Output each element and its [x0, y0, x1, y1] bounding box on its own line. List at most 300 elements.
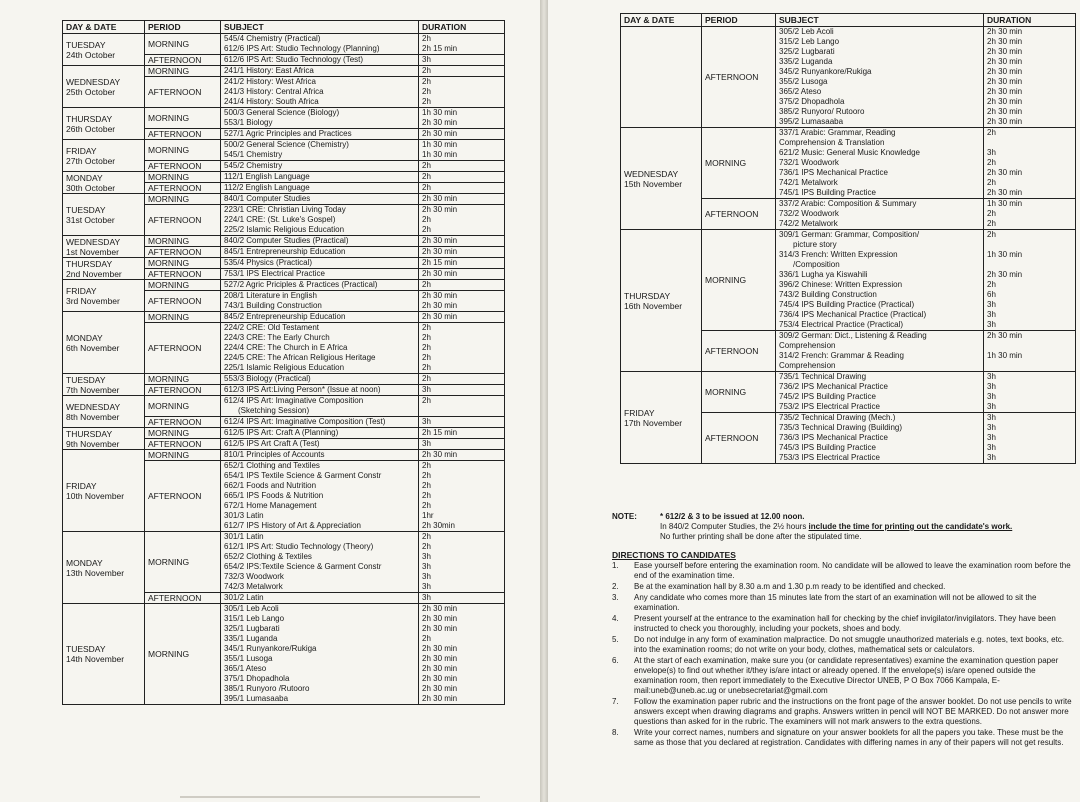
duration-line: 1h 30 min	[422, 150, 458, 159]
period-cell: MORNING	[145, 450, 221, 461]
subject-cell	[221, 55, 419, 66]
duration-cell	[419, 77, 505, 108]
direction-number: 1.	[612, 561, 619, 570]
subject-line: Comprehension & Translation	[779, 138, 885, 147]
duration-line	[987, 138, 1072, 148]
subject-cell	[221, 312, 419, 323]
subject-line: 845/2 Entrepreneurship Education	[224, 312, 346, 321]
date-label: 27th October	[66, 155, 116, 166]
duration-line: 2h	[422, 481, 431, 490]
period-cell: MORNING	[702, 128, 776, 199]
subject-line: 545/4 Chemistry (Practical)	[224, 34, 321, 43]
subject-line: 742/1 Metalwork	[779, 178, 838, 187]
duration-cell	[419, 183, 505, 194]
duration-line: 2h	[422, 183, 431, 192]
subject-line: 315/1 Leb Lango	[224, 614, 285, 623]
subject-cell	[221, 417, 419, 428]
duration-cell	[419, 55, 505, 66]
duration-line: 2h 30 min	[987, 188, 1023, 197]
period-cell: MORNING	[145, 532, 221, 593]
subject-cell	[776, 413, 984, 464]
subject-line: 735/1 Technical Drawing	[779, 372, 867, 381]
duration-cell	[419, 108, 505, 129]
day-name: WEDNESDAY	[66, 401, 121, 412]
duration-line: 3h	[987, 300, 996, 309]
day-name: MONDAY	[66, 332, 103, 343]
duration-line: 2h 30 min	[987, 47, 1023, 56]
direction-item	[612, 656, 1078, 696]
subject-line: 612/6 IPS Art: Studio Technology (Planning)	[224, 44, 380, 53]
direction-item	[612, 635, 1078, 655]
duration-cell	[419, 532, 505, 593]
subject-cell	[221, 291, 419, 312]
subject-line: 810/1 Principles of Accounts	[224, 450, 325, 459]
duration-line: 2h	[422, 363, 431, 372]
note-line-2a: In 840/2 Computer Studies, the 2½ hours	[660, 522, 807, 531]
duration-line: 2h 30 min	[422, 644, 458, 653]
left-timetable-body	[63, 34, 505, 705]
day-name: TUESDAY	[66, 39, 106, 50]
date-label: 10th November	[66, 490, 125, 501]
subject-line: 745/1 IPS Building Practice	[779, 188, 876, 197]
duration-line: 2h	[422, 280, 431, 289]
subject-line: Comprehension	[779, 361, 836, 370]
timetable-row	[621, 372, 1076, 413]
period-cell: AFTERNOON	[145, 205, 221, 236]
duration-line	[987, 361, 1072, 371]
timetable-row	[63, 108, 505, 129]
subject-line: 612/3 IPS Art:Living Person* (Issue at noon)	[224, 385, 381, 394]
notes-section	[612, 512, 1078, 748]
duration-cell	[419, 258, 505, 269]
duration-line: 2h 30 min	[987, 331, 1023, 340]
subject-line: 395/1 Lumasaaba	[224, 694, 289, 703]
duration-cell	[419, 34, 505, 55]
duration-line: 1h 30 min	[987, 250, 1023, 259]
day-date-cell	[63, 532, 145, 604]
subject-cell	[221, 374, 419, 385]
duration-line: 2h 30 min	[987, 97, 1023, 106]
duration-cell	[419, 140, 505, 161]
period-cell: MORNING	[145, 258, 221, 269]
subject-line: 745/3 IPS Building Practice	[779, 443, 876, 452]
duration-line: 3h	[422, 562, 431, 571]
duration-line: 2h 30 min	[422, 312, 458, 321]
duration-line: 2h	[422, 396, 431, 405]
direction-number: 4.	[612, 614, 619, 623]
duration-line: 2h	[422, 215, 431, 224]
day-name: MONDAY	[66, 172, 103, 183]
timetable-row	[63, 258, 505, 269]
duration-line: 2h 30 min	[422, 269, 458, 278]
duration-cell	[419, 428, 505, 439]
day-name: WEDNESDAY	[66, 76, 121, 87]
subject-line: 301/3 Latin	[224, 511, 264, 520]
direction-text: Do not indulge in any form of examination malpractice. Do not smuggle unauthorized materials e.g. notes, text books, etc. into the examination rooms; do not write on your body, clothes, mathematical sets or calculators.	[634, 635, 1065, 654]
subject-line: Comprehension	[779, 341, 836, 350]
duration-line: 3h	[987, 402, 996, 411]
direction-item	[612, 582, 1078, 592]
duration-line: 2h	[422, 225, 431, 234]
direction-item	[612, 614, 1078, 634]
duration-line: 2h	[987, 128, 996, 137]
timetable-row	[63, 312, 505, 323]
subject-line: picture story	[793, 240, 837, 249]
subject-line: 336/1 Lugha ya Kiswahili	[779, 270, 868, 279]
timetable-row	[63, 194, 505, 205]
subject-line: 742/3 Metalwork	[224, 582, 283, 591]
timetable-row	[63, 532, 505, 593]
duration-line: 2h	[987, 280, 996, 289]
duration-line: 3h	[987, 443, 996, 452]
direction-text: Ease yourself before entering the examination room. No candidate will be allowed to leave the examination room before the end of the examination time.	[634, 561, 1071, 580]
subject-line: 224/3 CRE: The Early Church	[224, 333, 330, 342]
day-name: FRIDAY	[66, 285, 97, 296]
duration-cell	[419, 172, 505, 183]
duration-line: 2h 30 min	[422, 291, 458, 300]
duration-line: 2h 30 min	[987, 37, 1023, 46]
duration-line: 3h	[422, 593, 431, 602]
subject-line: 535/4 Physics (Practical)	[224, 258, 313, 267]
day-date-cell	[63, 172, 145, 194]
period-cell: AFTERNOON	[145, 77, 221, 108]
duration-cell	[419, 396, 505, 417]
directions-title: DIRECTIONS TO CANDIDATES	[612, 550, 736, 560]
duration-cell	[419, 312, 505, 323]
day-name: THURSDAY	[66, 258, 113, 269]
period-cell: AFTERNOON	[702, 199, 776, 230]
day-date-cell	[63, 108, 145, 140]
subject-line: 309/1 German: Grammar, Composition/	[779, 230, 920, 239]
subject-line: 743/1 Building Construction	[224, 301, 322, 310]
day-date-cell	[63, 140, 145, 172]
day-name: THURSDAY	[624, 290, 671, 301]
duration-line: 2h 30 min	[422, 247, 458, 256]
subject-cell	[221, 396, 419, 417]
duration-line: 3h	[987, 372, 996, 381]
duration-cell	[419, 269, 505, 280]
direction-text: Present yourself at the entrance to the examination hall for checking by the chief invigilator/invigilators. They have been instructed to check you thoroughly, including your pockets, shoes and body.	[634, 614, 1056, 633]
header-subject: SUBJECT	[776, 14, 984, 27]
note-block	[612, 512, 1078, 542]
subject-line: 736/1 IPS Mechanical Practice	[779, 168, 888, 177]
subject-line: 612/6 IPS Art: Studio Technology (Test)	[224, 55, 364, 64]
duration-line	[987, 260, 1072, 270]
duration-line	[422, 406, 501, 416]
subject-line: 654/1 IPS Textile Science & Garment Constr	[224, 471, 382, 480]
subject-line: 325/2 Lugbarati	[779, 47, 835, 56]
day-date-cell	[621, 372, 702, 464]
duration-cell	[419, 604, 505, 705]
direction-text: Follow the examination paper rubric and the instructions on the front page of the answer booklet. Do not use pencils to write answers except when drawing diagrams and graphs. Answers written in pencil will NOT BE MARKED. Do not answer more questions than asked for in the rubric. The examiners will not mark answers to the extra questions.	[634, 697, 1072, 726]
subject-cell	[221, 604, 419, 705]
day-date-cell	[63, 66, 145, 108]
duration-line: 2h	[422, 87, 431, 96]
duration-line: 2h	[987, 158, 996, 167]
subject-cell	[776, 128, 984, 199]
timetable-row	[63, 280, 505, 291]
period-cell: MORNING	[145, 396, 221, 417]
subject-cell	[221, 258, 419, 269]
date-label: 1st November	[66, 246, 119, 257]
timetable-row	[621, 128, 1076, 199]
duration-cell	[419, 417, 505, 428]
duration-cell	[419, 161, 505, 172]
period-cell: MORNING	[145, 34, 221, 55]
date-label: 17th November	[624, 417, 683, 428]
duration-line: 2h 30 min	[422, 694, 458, 703]
note-line-3: No further printing shall be done after the stipulated time.	[660, 532, 862, 541]
header-duration: DURATION	[419, 21, 505, 34]
day-name: WEDNESDAY	[624, 168, 679, 179]
subject-cell	[221, 66, 419, 77]
duration-line: 2h 30 min	[422, 614, 458, 623]
left-header-row	[63, 21, 505, 34]
subject-line: 224/1 CRE: (St. Luke's Gospel)	[224, 215, 336, 224]
subject-line: 500/3 General Science (Biology)	[224, 108, 340, 117]
subject-line: 612/5 IPS Art: Craft A (Planning)	[224, 428, 339, 437]
date-label: 31st October	[66, 214, 115, 225]
period-cell: MORNING	[145, 312, 221, 323]
subject-cell	[221, 172, 419, 183]
period-cell: AFTERNOON	[145, 323, 221, 374]
duration-line: 2h	[987, 178, 996, 187]
direction-item	[612, 593, 1078, 613]
direction-number: 6.	[612, 656, 619, 665]
duration-line: 2h 15 min	[422, 258, 458, 267]
duration-line: 2h 30 min	[422, 118, 458, 127]
duration-line: 3h	[987, 433, 996, 442]
subject-line: 224/2 CRE: Old Testament	[224, 323, 320, 332]
subject-line: 301/2 Latin	[224, 593, 264, 602]
header-duration: DURATION	[984, 14, 1076, 27]
duration-line	[987, 341, 1072, 351]
subject-line: 396/2 Chinese: Written Expression	[779, 280, 903, 289]
duration-line: 2h	[422, 97, 431, 106]
subject-line: 112/1 English Language	[224, 172, 310, 181]
duration-line: 2h 15 min	[422, 44, 458, 53]
subject-line: 652/2 Clothing & Textiles	[224, 552, 312, 561]
duration-line: 3h	[987, 413, 996, 422]
subject-line: 753/2 IPS Electrical Practice	[779, 402, 880, 411]
duration-line: 2h 30 min	[422, 664, 458, 673]
subject-line: 732/2 Woodwork	[779, 209, 839, 218]
subject-line: 337/1 Arabic: Grammar, Reading	[779, 128, 896, 137]
subject-cell	[221, 280, 419, 291]
subject-line: 652/1 Clothing and Textiles	[224, 461, 320, 470]
day-name: THURSDAY	[66, 428, 113, 439]
duration-line: 2h	[422, 161, 431, 170]
period-cell: AFTERNOON	[145, 247, 221, 258]
period-cell: AFTERNOON	[145, 129, 221, 140]
subject-cell	[221, 129, 419, 140]
duration-line: 2h	[422, 471, 431, 480]
day-name: FRIDAY	[624, 407, 655, 418]
date-label: 7th November	[66, 384, 120, 395]
duration-cell	[984, 413, 1076, 464]
duration-cell	[984, 230, 1076, 331]
period-cell: AFTERNOON	[145, 183, 221, 194]
period-cell: MORNING	[702, 230, 776, 331]
direction-text: At the start of each examination, make sure you (or candidate representatives) examine the examination question paper envelope(s) to find out whether it/they is/are intact or already opened. If the envelope(s) is/are opened outside the examination room, then report immediately to the Executive Director UNEB, P O Box 7066 Kampala, E-mail:uneb@uneb.ac.ug or unebsecretariat@gmail.com	[634, 656, 1059, 695]
subject-line: 500/2 General Science (Chemistry)	[224, 140, 349, 149]
duration-line: 2h	[422, 501, 431, 510]
subject-line: 375/2 Dhopadhola	[779, 97, 845, 106]
subject-line: 241/3 History: Central Africa	[224, 87, 324, 96]
subject-line: 672/1 Home Management	[224, 501, 317, 510]
timetable-row	[63, 140, 505, 161]
directions-list	[612, 561, 1078, 748]
subject-line: 553/3 Biology (Practical)	[224, 374, 311, 383]
subject-line: 385/2 Runyoro/ Rutooro	[779, 107, 865, 116]
duration-cell	[419, 236, 505, 247]
date-label: 3rd November	[66, 295, 120, 306]
subject-line: 736/4 IPS Mechanical Practice (Practical)	[779, 310, 927, 319]
subject-cell	[221, 385, 419, 396]
header-period: PERIOD	[145, 21, 221, 34]
subject-cell	[221, 140, 419, 161]
subject-cell	[221, 450, 419, 461]
direction-number: 5.	[612, 635, 619, 644]
day-name: TUESDAY	[66, 644, 106, 654]
subject-line: 314/2 French: Grammar & Reading	[779, 351, 904, 360]
day-date-cell	[63, 604, 145, 705]
subject-line: 375/1 Dhopadhola	[224, 674, 290, 683]
timetable-row	[63, 604, 505, 705]
subject-line: 223/1 CRE: Christian Living Today	[224, 205, 346, 214]
duration-line: 1h 30 min	[422, 108, 458, 117]
subject-line: 365/2 Ateso	[779, 87, 822, 96]
duration-line: 3h	[987, 453, 996, 462]
subject-line: 735/2 Technical Drawing (Mech.)	[779, 413, 896, 422]
duration-line: 3h	[422, 552, 431, 561]
duration-cell	[419, 439, 505, 450]
timetable-row	[63, 172, 505, 183]
day-name: TUESDAY	[66, 204, 106, 215]
right-timetable-body	[621, 27, 1076, 464]
duration-line: 1h 30 min	[987, 199, 1023, 208]
direction-text: Be at the examination hall by 8.30 a.m and 1.30 p.m ready to be identified and checked.	[634, 582, 946, 591]
subject-line: 840/2 Computer Studies (Practical)	[224, 236, 349, 245]
duration-line: 2h 30 min	[422, 674, 458, 683]
right-header-row	[621, 14, 1076, 27]
subject-line: 241/1 History: East Africa	[224, 66, 314, 75]
subject-line: (Sketching Session)	[238, 406, 310, 415]
direction-number: 3.	[612, 593, 619, 602]
subject-line: 385/1 Runyoro /Rutooro	[224, 684, 310, 693]
subject-line: 345/1 Runyankore/Rukiga	[224, 644, 317, 653]
period-cell: MORNING	[145, 280, 221, 291]
day-name: FRIDAY	[66, 480, 97, 491]
duration-line: 2h	[422, 77, 431, 86]
subject-cell	[776, 331, 984, 372]
duration-line: 2h	[422, 461, 431, 470]
subject-cell	[221, 532, 419, 593]
duration-cell	[419, 280, 505, 291]
duration-line: 2h 30 min	[422, 604, 458, 613]
duration-line: 2h 30 min	[987, 107, 1023, 116]
day-date-cell	[63, 396, 145, 428]
duration-cell	[984, 372, 1076, 413]
day-name: THURSDAY	[66, 113, 113, 124]
duration-line: 3h	[422, 385, 431, 394]
subject-line: 241/4 History: South Africa	[224, 97, 319, 106]
subject-cell	[221, 428, 419, 439]
subject-line: 241/2 History: West Africa	[224, 77, 316, 86]
subject-line: 545/2 Chemistry	[224, 161, 283, 170]
date-label: 6th November	[66, 342, 120, 353]
duration-line: 2h	[422, 532, 431, 541]
subject-line: 845/1 Entrepreneurship Education	[224, 247, 346, 256]
timetable-row	[63, 374, 505, 385]
period-cell: MORNING	[145, 374, 221, 385]
subject-line: 612/4 IPS Art: Imaginative Composition (Test)	[224, 417, 386, 426]
subject-line: 225/1 Islamic Religious Education	[224, 363, 345, 372]
duration-cell	[984, 331, 1076, 372]
date-label: 13th November	[66, 567, 125, 578]
subject-line: 337/2 Arabic: Composition & Summary	[779, 199, 917, 208]
duration-line: 1hr	[422, 511, 434, 520]
date-label: 8th November	[66, 411, 120, 422]
subject-line: 735/3 Technical Drawing (Building)	[779, 423, 903, 432]
subject-line: 395/2 Lumasaaba	[779, 117, 844, 126]
duration-line: 2h	[422, 542, 431, 551]
duration-line: 2h 30 min	[422, 194, 458, 203]
subject-line: 309/2 German: Dict., Listening & Reading	[779, 331, 927, 340]
note-line-1: * 612/2 & 3 to be issued at 12.00 noon.	[660, 512, 805, 521]
duration-line: 2h	[422, 323, 431, 332]
timetable-row	[63, 428, 505, 439]
period-cell: MORNING	[145, 172, 221, 183]
day-date-cell	[63, 450, 145, 532]
timetable-row	[63, 236, 505, 247]
duration-cell	[419, 385, 505, 396]
duration-line: 2h 30 min	[422, 205, 458, 214]
duration-line: 2h 30 min	[422, 684, 458, 693]
duration-cell	[419, 66, 505, 77]
subject-line: 612/7 IPS History of Art & Appreciation	[224, 521, 361, 530]
date-label: 16th November	[624, 300, 683, 311]
duration-line: 2h 30 min	[987, 87, 1023, 96]
date-label: 24th October	[66, 49, 116, 60]
direction-number: 2.	[612, 582, 619, 591]
subject-cell	[221, 593, 419, 604]
date-label: 15th November	[624, 178, 683, 189]
duration-line: 3h	[987, 382, 996, 391]
date-label: 30th October	[66, 182, 116, 193]
note-line-2	[660, 522, 1078, 532]
period-cell: AFTERNOON	[145, 461, 221, 532]
period-cell: AFTERNOON	[702, 27, 776, 128]
date-label: 2nd November	[66, 268, 122, 279]
duration-line: 2h 15 min	[422, 428, 458, 437]
day-date-cell	[63, 428, 145, 450]
duration-line: 3h	[422, 55, 431, 64]
duration-line: 1h 30 min	[422, 140, 458, 149]
subject-line: 527/2 Agric Priciples & Practices (Practical)	[224, 280, 378, 289]
duration-line: 2h	[422, 34, 431, 43]
subject-line: 745/2 IPS Building Practice	[779, 392, 876, 401]
subject-cell	[221, 236, 419, 247]
subject-line: 665/1 IPS Foods & Nutrition	[224, 491, 324, 500]
subject-line: 553/1 Biology	[224, 118, 273, 127]
day-name: TUESDAY	[66, 374, 106, 385]
duration-cell	[419, 129, 505, 140]
subject-line: 743/2 Building Construction	[779, 290, 877, 299]
duration-line: 3h	[422, 572, 431, 581]
subject-line: 621/2 Music: General Music Knowledge	[779, 148, 920, 157]
subject-cell	[776, 372, 984, 413]
